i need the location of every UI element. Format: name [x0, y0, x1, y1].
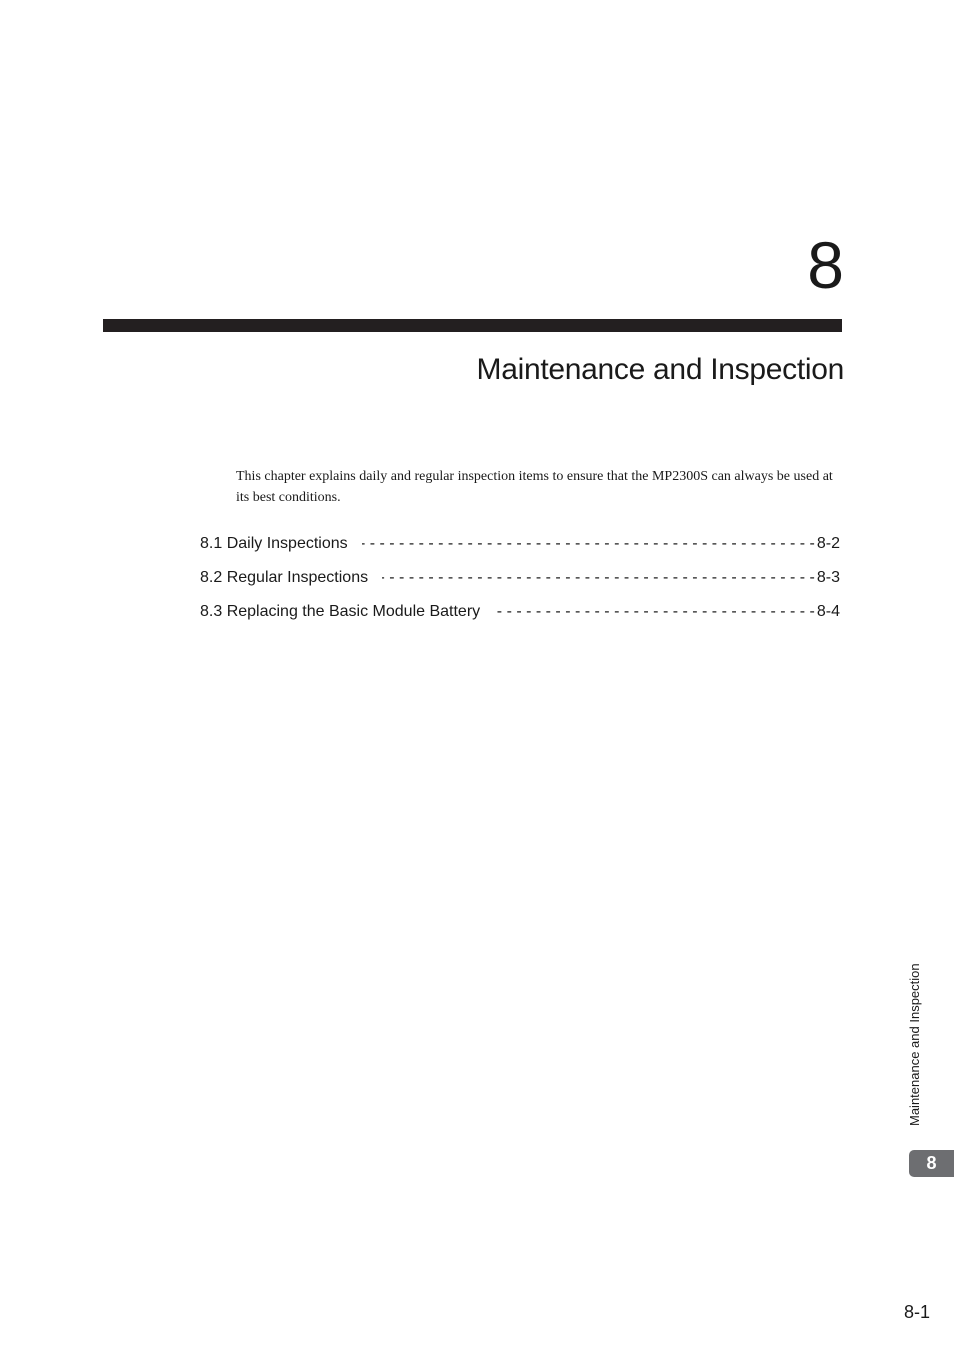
chapter-rule: [103, 319, 842, 332]
toc-dot-leader: [494, 603, 815, 621]
chapter-title: Maintenance and Inspection: [476, 353, 844, 386]
side-tab-label: Maintenance and Inspection: [907, 963, 922, 1126]
toc-entry-title: 8.1 Daily Inspections: [200, 535, 348, 552]
toc-dot-leader: [382, 569, 815, 587]
page-number: 8-1: [903, 1302, 930, 1322]
chapter-tab: [909, 1150, 954, 1177]
toc-entry-8-1[interactable]: [200, 535, 840, 569]
toc-entry-title: 8.2 Regular Inspections: [200, 569, 369, 586]
chapter-tab-number: 8: [926, 1153, 937, 1173]
toc-entry-title: 8.3 Replacing the Basic Module Battery: [200, 603, 481, 620]
toc-entry-page: 8-4: [816, 603, 840, 620]
chapter-number: 8: [807, 228, 844, 302]
chapter-intro: This chapter explains daily and regular inspection items to ensure that the MP2300S can always be used at its best conditions.: [236, 469, 833, 505]
table-of-contents: [200, 535, 840, 637]
toc-entry-8-3[interactable]: [200, 603, 840, 637]
toc-dot-leader: [362, 535, 815, 553]
toc-entry-8-2[interactable]: [200, 569, 840, 603]
toc-entry-page: 8-3: [816, 569, 840, 586]
toc-entry-page: 8-2: [816, 535, 840, 552]
